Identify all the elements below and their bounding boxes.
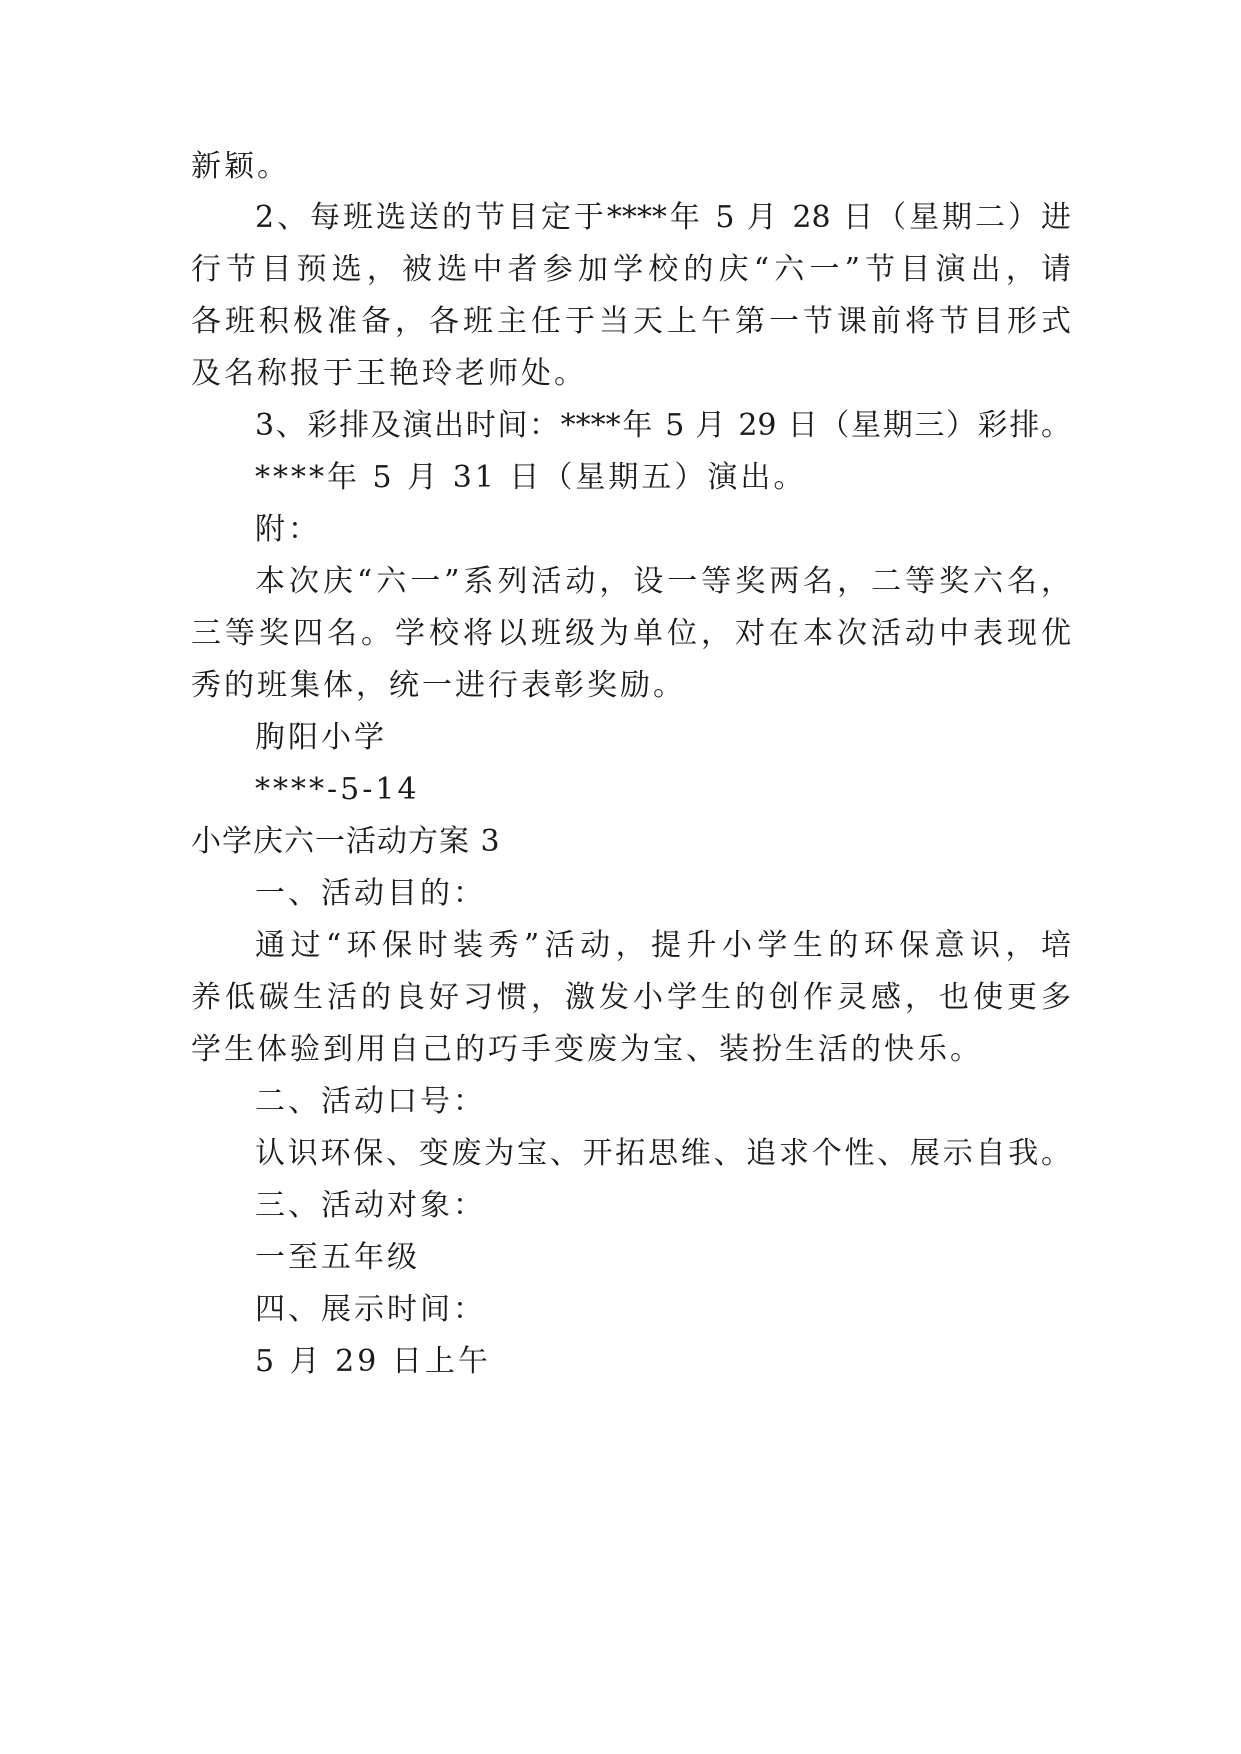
paragraph-line: 本次庆“六一”系列活动，设一等奖两名，二等奖六名， xyxy=(255,564,1071,599)
paragraph-line: 三等奖四名。学校将以班级为单位，对在本次活动中表现优 xyxy=(191,616,1071,651)
section-heading: 一、活动目的： xyxy=(255,876,486,911)
paragraph-line: 学生体验到用自己的巧手变废为宝、装扮生活的快乐。 xyxy=(191,1032,983,1067)
signature-school: 朐阳小学 xyxy=(255,720,387,755)
section-title: 小学庆六一活动方案 3 xyxy=(191,824,501,859)
section-heading: 四、展示时间： xyxy=(255,1292,486,1327)
paragraph-line: 2、每班选送的节目定于****年 5 月 28 日（星期二）进 xyxy=(255,200,1071,235)
paragraph-line: 行节目预选，被选中者参加学校的庆“六一”节目演出，请 xyxy=(191,252,1071,287)
section-heading: 二、活动口号： xyxy=(255,1084,486,1119)
paragraph-line: 秀的班集体，统一进行表彰奖励。 xyxy=(191,668,686,703)
paragraph-line: 一至五年级 xyxy=(255,1240,420,1275)
paragraph-line: ****年 5 月 31 日（星期五）演出。 xyxy=(255,460,807,495)
paragraph-line: 及名称报于王艳玲老师处。 xyxy=(191,356,587,391)
paragraph-line: 通过“环保时装秀”活动，提升小学生的环保意识，培 xyxy=(255,928,1071,963)
paragraph-line: 3、彩排及演出时间：****年 5 月 29 日（星期三）彩排。 xyxy=(255,408,1071,443)
signature-date: ****-5-14 xyxy=(255,772,420,807)
section-heading: 三、活动对象： xyxy=(255,1188,486,1223)
paragraph-line: 各班积极准备，各班主任于当天上午第一节课前将节目形式 xyxy=(191,304,1071,339)
paragraph-line: 养低碳生活的良好习惯，激发小学生的创作灵感，也使更多 xyxy=(191,980,1071,1015)
paragraph-line: 认识环保、变废为宝、开拓思维、追求个性、展示自我。 xyxy=(255,1136,1071,1171)
paragraph-line: 5 月 29 日上午 xyxy=(255,1344,491,1379)
appendix-label: 附： xyxy=(255,512,321,547)
paragraph-continuation: 新颖。 xyxy=(191,149,290,184)
